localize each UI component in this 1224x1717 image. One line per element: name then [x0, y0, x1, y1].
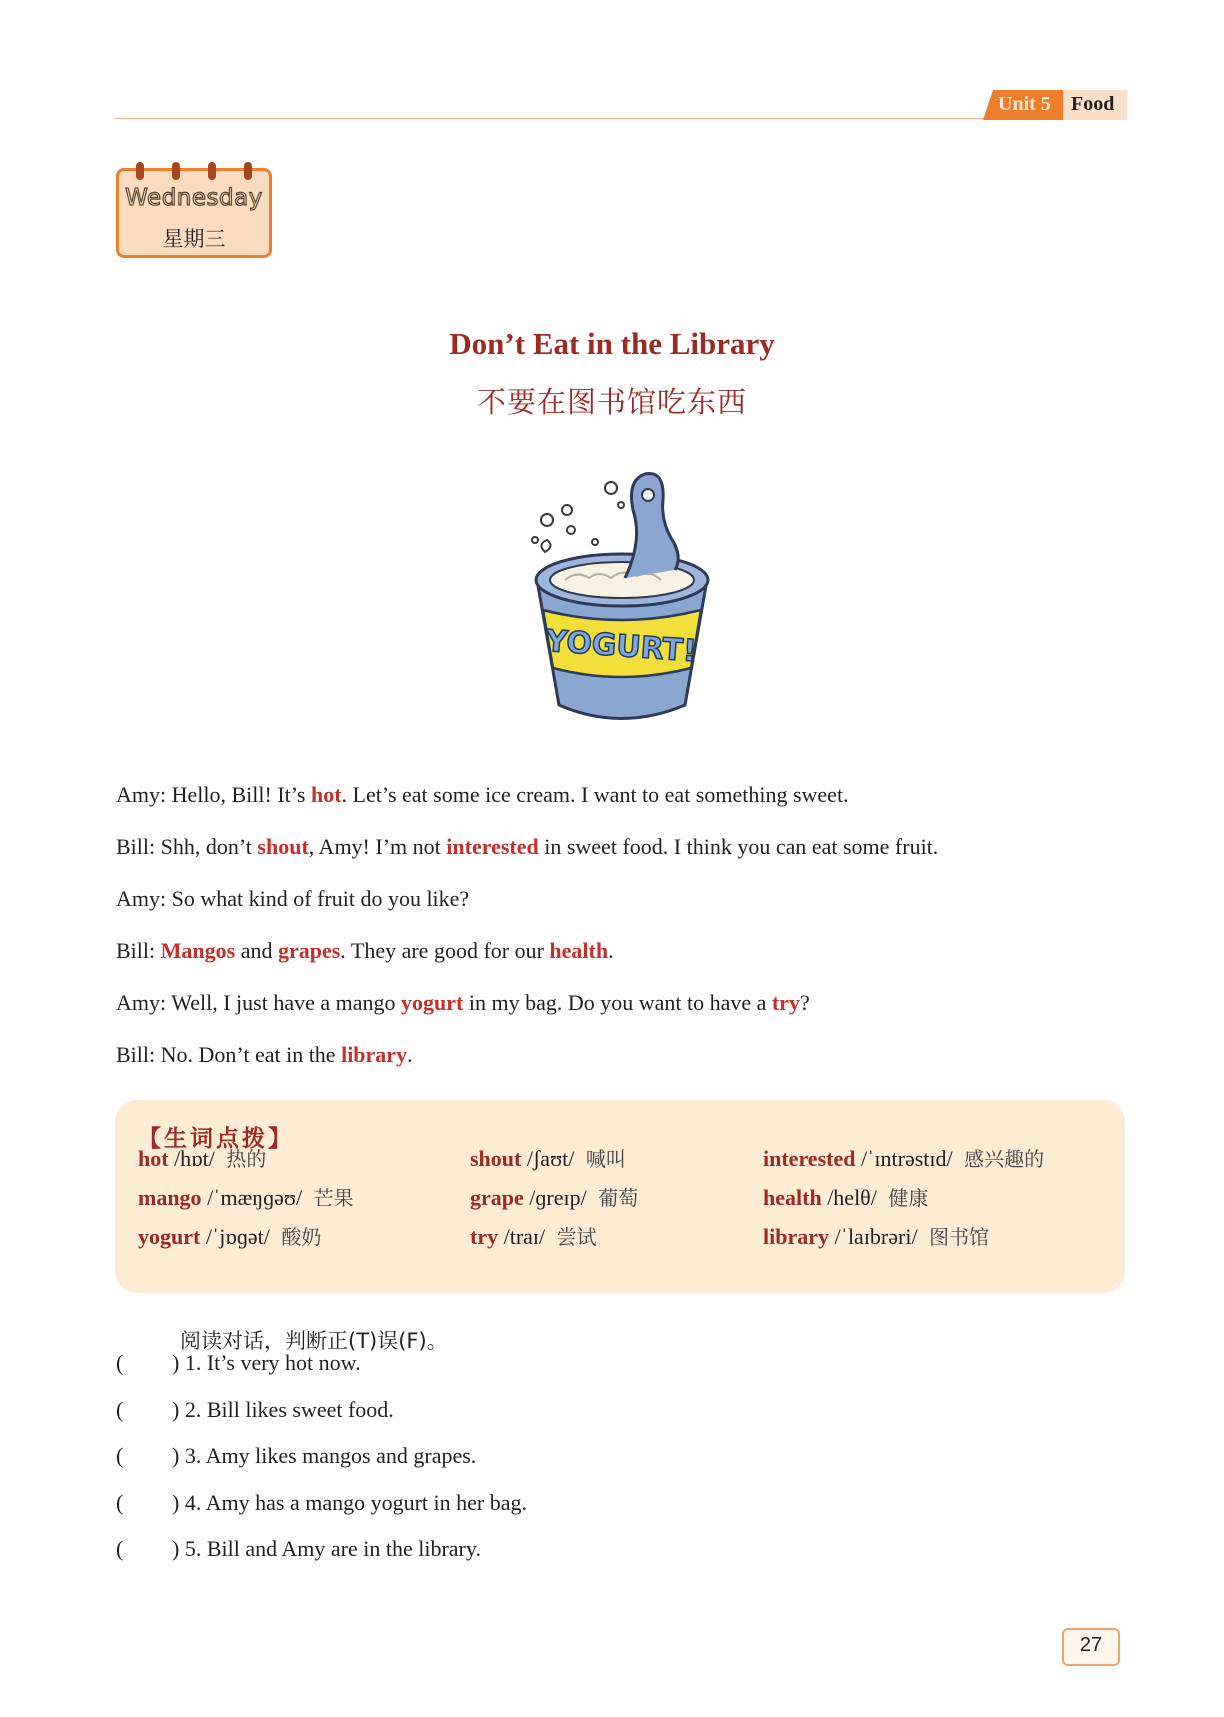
- vocab-item: [763, 1182, 928, 1211]
- vocab-cn: 尝试: [556, 1225, 597, 1249]
- calendar-ring: [208, 162, 216, 180]
- answer-blank[interactable]: (: [116, 1397, 124, 1422]
- keyword: grapes: [277, 938, 341, 963]
- dialogue-text: ?: [800, 990, 810, 1015]
- vocab-heading: 【生词点拨】: [138, 1126, 294, 1152]
- answer-blank[interactable]: (: [116, 1490, 124, 1515]
- page-title: Don’t Eat in the Library: [449, 326, 775, 361]
- vocab-item: [138, 1182, 354, 1211]
- dialogue-text: Hello, Bill! It’s: [166, 782, 311, 807]
- vocab-ipa: /ˈlaɪbrəri/: [834, 1224, 918, 1249]
- dialogue-text: . They are good for our: [340, 938, 550, 963]
- header-divider: [115, 118, 1127, 119]
- vocab-item: [763, 1221, 989, 1250]
- speaker: Bill:: [116, 1042, 156, 1067]
- page-number: 27: [1079, 1634, 1103, 1656]
- vocab-word: grape: [470, 1185, 524, 1210]
- dialogue-text: and: [235, 938, 278, 963]
- vocab-ipa: /helθ/: [827, 1185, 877, 1210]
- yogurt-cup-label: YOGURT!: [544, 623, 698, 670]
- vocab-word: hot: [138, 1146, 169, 1171]
- question-text: ) 3. Amy likes mangos and grapes.: [172, 1443, 477, 1468]
- dialogue-text: .: [608, 938, 614, 963]
- vocab-word: shout: [470, 1146, 522, 1171]
- vocab-ipa: /traɪ/: [503, 1224, 546, 1249]
- question-text: ) 5. Bill and Amy are in the library.: [172, 1536, 481, 1561]
- vocab-cn: 健康: [888, 1186, 929, 1210]
- dialogue-text: . Let’s eat some ice cream. I want to eat something sweet.: [341, 782, 849, 807]
- speaker: Bill:: [116, 834, 156, 859]
- unit-label: Unit 5: [998, 93, 1051, 115]
- vocab-cn: 葡萄: [598, 1186, 639, 1210]
- answer-blank[interactable]: (: [116, 1443, 124, 1468]
- vocab-ipa: /ˈɪntrəstɪd/: [860, 1146, 953, 1171]
- section-label: Food: [1071, 93, 1115, 115]
- calendar-ring: [136, 162, 144, 180]
- answer-blank[interactable]: (: [116, 1350, 124, 1375]
- keyword: interested: [446, 834, 539, 859]
- keyword: health: [549, 938, 609, 963]
- dialogue-text: Well, I just have a mango: [166, 990, 402, 1015]
- question: [116, 1443, 476, 1469]
- vocab-word: library: [763, 1224, 829, 1249]
- dialogue-text: in my bag. Do you want to have a: [463, 990, 772, 1015]
- question-text: ) 2. Bill likes sweet food.: [172, 1397, 394, 1422]
- dialogue-text: , Amy! I’m not: [308, 834, 447, 859]
- question: [116, 1536, 481, 1562]
- calendar-badge: [116, 168, 272, 258]
- keyword: shout: [257, 834, 309, 859]
- keyword: try: [771, 990, 800, 1015]
- dialogue-line: [116, 834, 938, 860]
- calendar-ring: [244, 162, 252, 180]
- vocab-cn: 芒果: [313, 1186, 354, 1210]
- vocab-word: yogurt: [138, 1224, 201, 1249]
- question: [116, 1490, 527, 1516]
- vocab-word: mango: [138, 1185, 202, 1210]
- calendar-ring: [172, 162, 180, 180]
- vocab-word: interested: [763, 1146, 856, 1171]
- yogurt-cup-icon: [515, 470, 730, 735]
- vocab-cn: 热的: [226, 1147, 267, 1171]
- speaker: Amy:: [116, 990, 167, 1015]
- question-text: ) 1. It’s very hot now.: [172, 1350, 361, 1375]
- question: [116, 1397, 394, 1423]
- vocab-item: [138, 1143, 266, 1172]
- speaker: Bill:: [116, 938, 156, 963]
- vocab-ipa: /ʃaʊt/: [526, 1146, 575, 1171]
- speaker: Amy:: [116, 886, 167, 911]
- dialogue-line: [116, 886, 469, 912]
- keyword: Mangos: [160, 938, 236, 963]
- question: [116, 1350, 361, 1376]
- vocab-ipa: /ˈmæŋɡəʊ/: [207, 1185, 303, 1210]
- dialogue-text: Shh, don’t: [155, 834, 258, 859]
- vocab-ipa: /ɡreɪp/: [529, 1185, 587, 1210]
- page-title-cn: 不要在图书馆吃东西: [476, 385, 747, 419]
- vocab-word: try: [470, 1224, 499, 1249]
- dialogue-line: [116, 1042, 413, 1068]
- calendar-day-cn: 星期三: [162, 227, 226, 251]
- vocab-word: health: [763, 1185, 822, 1210]
- vocab-ipa: /ˈjɒɡət/: [205, 1224, 270, 1249]
- keyword: yogurt: [401, 990, 464, 1015]
- answer-blank[interactable]: (: [116, 1536, 124, 1561]
- calendar-day-en: Wednesday: [125, 185, 263, 211]
- vocab-item: [763, 1143, 1044, 1172]
- speaker: Amy:: [116, 782, 167, 807]
- question-text: ) 4. Amy has a mango yogurt in her bag.: [172, 1490, 527, 1515]
- dialogue-text: So what kind of fruit do you like?: [166, 886, 470, 911]
- dialogue-line: [116, 782, 849, 808]
- vocab-item: [470, 1221, 597, 1250]
- vocab-item: [470, 1182, 638, 1211]
- exercise-instructions: 阅读对话，判断正(T)误(F)。: [180, 1329, 448, 1353]
- vocab-ipa: /hɒt/: [174, 1146, 215, 1171]
- vocab-item: [138, 1221, 321, 1250]
- vocab-cn: 感兴趣的: [964, 1147, 1045, 1171]
- keyword: hot: [310, 782, 342, 807]
- vocab-cn: 喊叫: [585, 1147, 626, 1171]
- vocab-cn: 图书馆: [929, 1225, 990, 1249]
- keyword: library: [341, 1042, 408, 1067]
- dialogue-line: [116, 990, 810, 1016]
- dialogue-text: in sweet food. I think you can eat some fruit.: [538, 834, 939, 859]
- dialogue-text: .: [407, 1042, 413, 1067]
- dialogue-text: No. Don’t eat in the: [155, 1042, 342, 1067]
- vocab-cn: 酸奶: [281, 1225, 322, 1249]
- dialogue-line: [116, 938, 614, 964]
- vocab-item: [470, 1143, 626, 1172]
